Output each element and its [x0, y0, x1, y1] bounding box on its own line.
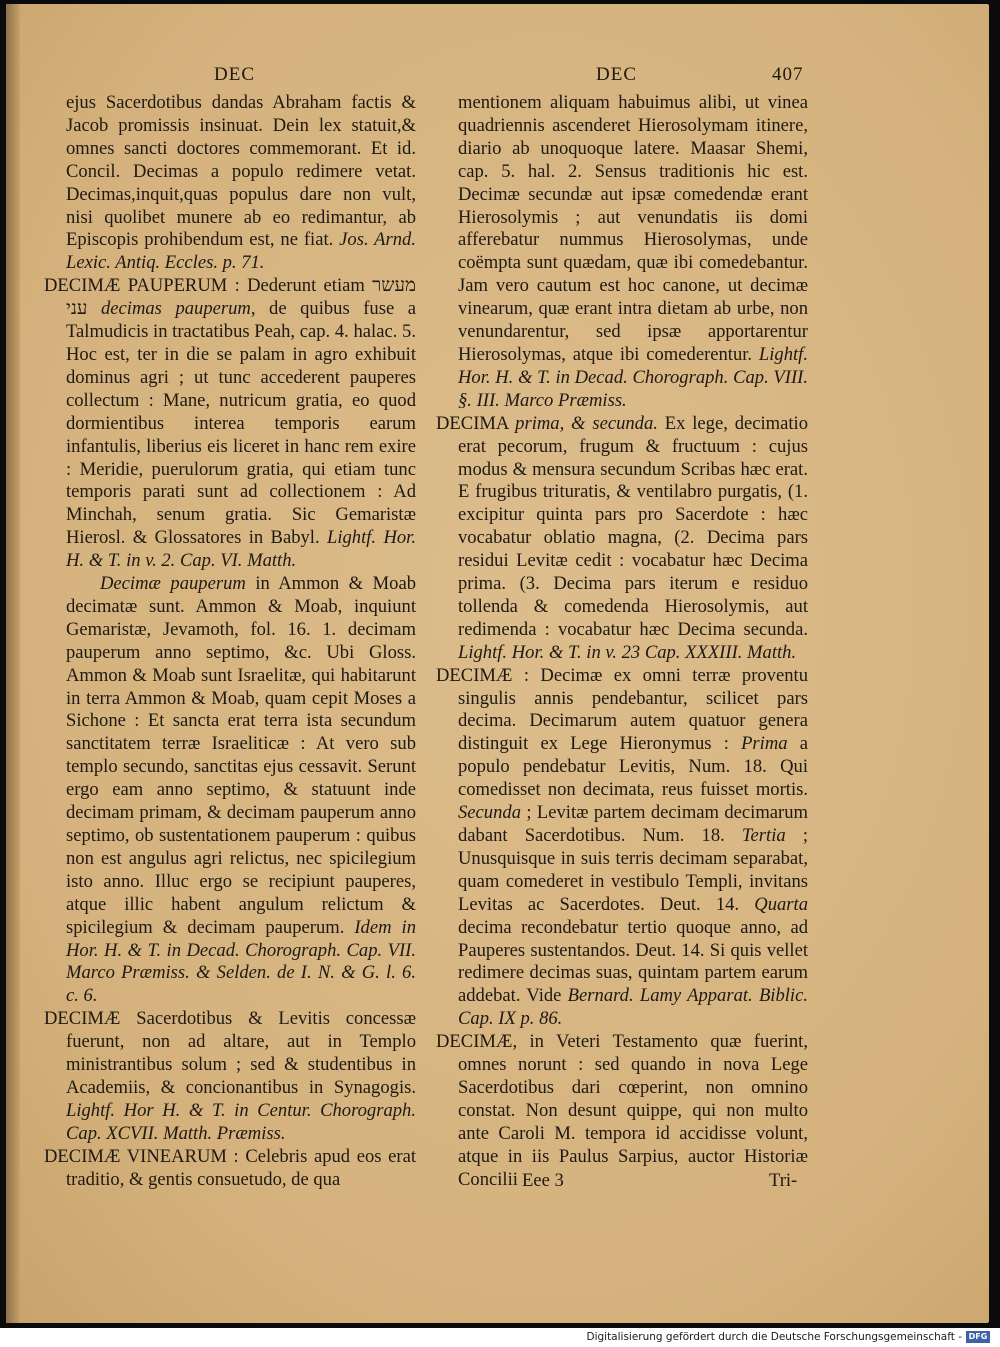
left-text-column — [44, 92, 416, 1192]
entry-text: , de quibus fuse a Talmudicis in tractatibus Peah, cap. 4. halac. 5. Hoc est, ter in die se palam in agro exhibuit dominus agri ; ut tunc accederent pauperes collectum : Mane, nutricum gratia, eo quod dormientibus interea temporis earum infantulis, liberius eis liceret in hanc rem exire : Meridie, puerulorum gratia, qui etiam tunc temporis parati sunt ad collectionem : Ad Minchah, senum gratia. Sic Gemaristæ Hierosl. & Glossatores in Babyl. — [66, 298, 416, 549]
funding-credit: Digitalisierung gefördert durch die Deutsche Forschungsgemeinschaft - — [586, 1331, 962, 1343]
entry-text: DECIMÆ VINEARUM : Celebris apud eos erat traditio, & gentis consuetudo, de qua — [44, 1145, 416, 1190]
dfg-logo: DFG — [966, 1331, 990, 1343]
citation-text: Idem in Hor. H. & T. in Decad. Chorograph. Cap. VII. Marco Præmiss. & Selden. de I. N. & G. l. 6. c. 6. — [66, 916, 416, 1007]
dictionary-entry — [44, 1146, 416, 1192]
citation-text: Lightf. Hor. & T. in v. 23 Cap. XXXIII. Matth. — [458, 641, 797, 663]
dictionary-entry — [44, 1008, 416, 1145]
citation-text: Jos. Arnd. Lexic. Antiq. Eccles. p. 71. — [66, 229, 416, 274]
citation-text: Lightf. Hor. H. & T. in Decad. Chorograph. Cap. VIII. §. III. Marco Præmiss. — [458, 343, 808, 411]
entry-text: in Ammon & Moab decimatæ sunt. Ammon & Moab, inquiunt Gemaristæ, Jevamoth, fol. 16. 1. decimam pauperum anno septimo, &c. Ubi Gloss. Ammon & Moab sunt Israelitæ, qui habitarunt in terra Ammon & Moab, quam cepit Moses a Sichone : Et sancta erat terra ista secundum sanctitatem terræ Israeliticæ : At vero sub templo secundo, sanctitas ejus cessavit. Serunt ergo eam anno septimo, & statuunt inde decimam primam, & decimam pauperum anno septimo, ob sustentationem pauperum : quibus non est angulus agri relictus, nec spicilegium isto anno. Illuc ergo se recipiunt pauperes, atque illic habent angulum relictum & spicilegium & decimam pauperum. — [66, 573, 416, 938]
citation-text: Lightf. Hor. H. & T. in v. 2. Cap. VI. Matth. — [66, 527, 417, 572]
right-text-column — [436, 92, 808, 1192]
entry-text: DECIMÆ Sacerdotibus & Levitis concessæ fuerunt, non ad altare, aut in Templo ministrantibus solum ; sed & studentibus in Academiis, & concionantibus in Synagogis. — [44, 1008, 416, 1098]
dictionary-entry — [436, 1031, 808, 1191]
page-gutter-shadow — [6, 4, 20, 1323]
dictionary-entry — [44, 573, 416, 1008]
citation-text: Bernard. Lamy Apparat. Biblic. Cap. IX p. 86. — [458, 985, 808, 1030]
dictionary-entry — [44, 275, 416, 573]
dictionary-entry — [44, 92, 416, 275]
entry-text: ; Levitæ partem decimam decimarum dabant Sacerdotibus. Num. 18. — [458, 802, 808, 846]
entry-text: ejus Sacerdotibus dandas Abraham factis & Jacob promissis insinuat. Dein lex statuit,& omnes sancti doctores commemorant. Et id. Concil. Decimas a populo redimere vetat. Decimas,inquit,quas populus dare non vult, nisi quolibet munere ab eo redimantur, ab Episcopis prohibendum est, ne fiat. — [66, 92, 416, 251]
entry-text: DECIMÆ : Decimæ ex omni terræ proventu singulis annis pendebantur, scilicet pars decima. Decimarum autem quatuor genera distinguit ex Lege Hieronymus : — [436, 664, 808, 755]
entry-text: mentionem aliquam habuimus alibi, ut vinea quadriennis ascenderet Hierosolymam itinere, diario ab unoquoque latere. Maasar Shemi, cap. 5. hal. 2. Sensus traditionis hic est. Decimæ secundæ aut ipsæ comedendæ erant Hierosolymis ; aut venundatis iis domi afferebatur nummus Hierosolymas, unde coëmpta sunt quædam, quæ ibi comedebantur. Jam vero cautum est hoc canone, ut decimæ vinearum, quæ erant intra dietam ab urbe, non venundarentur, sed ipsæ apportarentur Hierosolymas, atque ibi comederentur. — [458, 92, 808, 365]
entry-text: DECIMA — [436, 412, 516, 434]
dictionary-entry — [436, 413, 808, 665]
page-number: 407 — [772, 64, 804, 85]
citation-text: Decimæ pauperum — [100, 573, 246, 595]
entry-text: ; Unusquisque in suis terris decimam separabat, quam comederet in vestibulo Templi, invitans Levitas ac Sacerdotes. Deut. 14. — [458, 825, 808, 915]
signature-mark: Eee 3 — [522, 1170, 564, 1191]
entry-text: DECIMÆ PAUPERUM : Dederunt etiam מעשר עני — [44, 275, 416, 320]
citation-text: Quarta — [754, 893, 808, 915]
citation-text: Secunda — [458, 802, 521, 824]
citation-text: Lightf. Hor H. & T. in Centur. Chorograph. Cap. XCVII. Matth. Præmiss. — [66, 1099, 416, 1144]
entry-text: DECIMÆ, in Veteri Testamento quæ fuerint, omnes norunt : sed quando in nova Lege Sacerdotibus dari cœperint, non omnino constat. Non desunt quippe, qui non multo ante Caroli M. tempora id accidisse volunt, atque in iis Paulus Sarpius, auctor Historiæ Concilii — [436, 1031, 808, 1190]
running-head-left: DEC — [214, 64, 255, 85]
entry-text: Ex lege, decimatio erat pecorum, frugum & fructuum : cujus modus & mensura secundum Scribas hæc erat. E frugibus trituratis, & ventilabro purgatis, (1. excipitur quinta pars pro Sacerdote : hæc vocabatur oblatio magna, (2. Decima pars residui Levitæ cedit : vocabatur hæc Decima prima. (3. Decima pars iterum e residuo tollenda & comedenda Hierosolymis, aut redimenda : vocabatur hæc Decima secunda. — [458, 412, 809, 640]
entry-text: decima recondebatur tertio quoque anno, ad Pauperes sustentandos. Deut. 14. Si quis vellet redimere decimas suas, quintam partem earum addebat. Vide — [458, 916, 808, 1007]
running-head-right: DEC — [596, 64, 637, 85]
dictionary-entry — [436, 665, 808, 1032]
entry-text: a populo pendebatur Levitis, Num. 18. Qui comedisset non decimata, reus fuisset mortis. — [458, 733, 809, 801]
citation-text: Prima — [741, 733, 788, 755]
catchword: Tri- — [769, 1170, 798, 1191]
dictionary-entry — [436, 92, 808, 413]
citation-text: prima, & secunda. — [515, 412, 658, 434]
citation-text: decimas pauperum — [100, 298, 251, 320]
citation-text: Tertia — [741, 825, 786, 846]
